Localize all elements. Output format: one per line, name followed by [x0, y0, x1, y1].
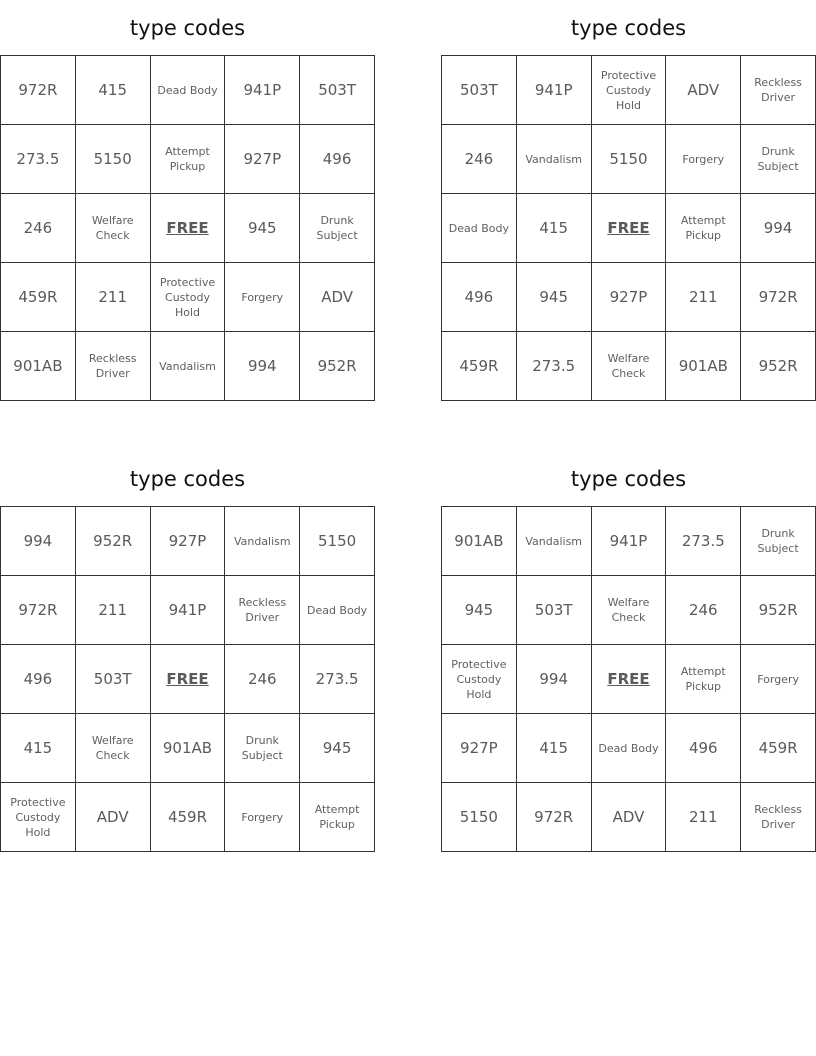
grid-cell: Dead Body: [150, 56, 225, 125]
grid-cell: Vandalism: [516, 125, 591, 194]
grid-cell: Reckless Driver: [741, 56, 816, 125]
grid-cell: Vandalism: [516, 507, 591, 576]
grid-cell: 945: [300, 714, 375, 783]
grid-cell: 496: [442, 263, 517, 332]
grid-row: [442, 576, 816, 645]
grid-cell: Forgery: [225, 263, 300, 332]
bingo-grid: [441, 506, 816, 852]
grid-cell: 496: [300, 125, 375, 194]
grid-cell: 211: [666, 263, 741, 332]
grid-cell: Protective Custody Hold: [442, 645, 517, 714]
grid-cell: Attempt Pickup: [150, 125, 225, 194]
grid-row: [1, 194, 375, 263]
free-space-cell: FREE: [150, 645, 225, 714]
grid-cell: 901AB: [150, 714, 225, 783]
grid-cell: 503T: [300, 56, 375, 125]
grid-cell: Dead Body: [591, 714, 666, 783]
grid-cell: Drunk Subject: [300, 194, 375, 263]
grid-cell: 945: [225, 194, 300, 263]
grid-cell: 994: [225, 332, 300, 401]
grid-cell: 273.5: [1, 125, 76, 194]
grid-row: [1, 576, 375, 645]
grid-cell: 246: [1, 194, 76, 263]
grid-cell: 503T: [75, 645, 150, 714]
grid-cell: ADV: [666, 56, 741, 125]
grid-cell: 459R: [150, 783, 225, 852]
grid-row: [1, 56, 375, 125]
grid-cell: 952R: [75, 507, 150, 576]
grid-cell: 503T: [516, 576, 591, 645]
grid-cell: Welfare Check: [75, 714, 150, 783]
grid-cell: 927P: [150, 507, 225, 576]
grid-cell: 459R: [1, 263, 76, 332]
grid-row: [1, 507, 375, 576]
free-space-cell: FREE: [591, 194, 666, 263]
grid-cell: 994: [1, 507, 76, 576]
grid-cell: Dead Body: [300, 576, 375, 645]
grid-cell: 952R: [741, 576, 816, 645]
bingo-grid: [0, 506, 375, 852]
grid-cell: Welfare Check: [591, 332, 666, 401]
bingo-card-2: [441, 0, 816, 401]
grid-cell: 901AB: [1, 332, 76, 401]
grid-cell: 496: [1, 645, 76, 714]
grid-cell: Reckless Driver: [741, 783, 816, 852]
card-title: type codes: [570, 467, 687, 491]
grid-row: [442, 332, 816, 401]
grid-cell: 972R: [1, 576, 76, 645]
grid-cell: 927P: [442, 714, 517, 783]
card-title: type codes: [129, 467, 246, 491]
grid-cell: Reckless Driver: [75, 332, 150, 401]
grid-cell: 945: [516, 263, 591, 332]
grid-row: [1, 263, 375, 332]
grid-cell: Forgery: [741, 645, 816, 714]
bingo-card-3: [0, 451, 375, 852]
bingo-card-1: [0, 0, 375, 401]
grid-row: [442, 783, 816, 852]
grid-row: [442, 645, 816, 714]
grid-cell: 941P: [150, 576, 225, 645]
grid-cell: 415: [516, 194, 591, 263]
free-space-cell: FREE: [150, 194, 225, 263]
grid-cell: Dead Body: [442, 194, 517, 263]
grid-cell: 901AB: [442, 507, 517, 576]
grid-cell: Protective Custody Hold: [150, 263, 225, 332]
grid-cell: 273.5: [516, 332, 591, 401]
bingo-card-4: [441, 451, 816, 852]
grid-cell: Drunk Subject: [225, 714, 300, 783]
grid-cell: 972R: [741, 263, 816, 332]
grid-cell: 5150: [591, 125, 666, 194]
grid-cell: Forgery: [666, 125, 741, 194]
grid-cell: 927P: [591, 263, 666, 332]
grid-cell: 945: [442, 576, 517, 645]
grid-cell: 246: [666, 576, 741, 645]
grid-cell: 415: [75, 56, 150, 125]
grid-cell: 941P: [591, 507, 666, 576]
grid-row: [442, 507, 816, 576]
grid-cell: 5150: [300, 507, 375, 576]
grid-cell: 5150: [75, 125, 150, 194]
grid-cell: 211: [666, 783, 741, 852]
grid-cell: 459R: [442, 332, 517, 401]
grid-cell: 503T: [442, 56, 517, 125]
grid-cell: ADV: [75, 783, 150, 852]
card-title: type codes: [570, 16, 687, 40]
grid-row: [442, 263, 816, 332]
grid-cell: Vandalism: [150, 332, 225, 401]
grid-row: [1, 645, 375, 714]
grid-cell: Forgery: [225, 783, 300, 852]
grid-cell: Attempt Pickup: [666, 194, 741, 263]
grid-row: [1, 714, 375, 783]
grid-cell: 496: [666, 714, 741, 783]
grid-cell: 211: [75, 576, 150, 645]
grid-cell: 994: [516, 645, 591, 714]
free-space-cell: FREE: [591, 645, 666, 714]
grid-cell: 952R: [300, 332, 375, 401]
grid-cell: 459R: [741, 714, 816, 783]
grid-row: [1, 783, 375, 852]
grid-cell: Drunk Subject: [741, 507, 816, 576]
bingo-grid: [441, 55, 816, 401]
grid-cell: Protective Custody Hold: [591, 56, 666, 125]
grid-cell: 901AB: [666, 332, 741, 401]
grid-cell: Protective Custody Hold: [1, 783, 76, 852]
grid-cell: 415: [516, 714, 591, 783]
grid-cell: Attempt Pickup: [300, 783, 375, 852]
grid-row: [1, 332, 375, 401]
bingo-grid: [0, 55, 375, 401]
grid-cell: Reckless Driver: [225, 576, 300, 645]
grid-cell: 941P: [225, 56, 300, 125]
grid-cell: 273.5: [666, 507, 741, 576]
grid-row: [442, 194, 816, 263]
card-title: type codes: [129, 16, 246, 40]
grid-cell: 952R: [741, 332, 816, 401]
grid-cell: 415: [1, 714, 76, 783]
grid-cell: 972R: [516, 783, 591, 852]
grid-row: [1, 125, 375, 194]
grid-row: [442, 714, 816, 783]
grid-cell: Welfare Check: [75, 194, 150, 263]
grid-cell: Drunk Subject: [741, 125, 816, 194]
grid-cell: 994: [741, 194, 816, 263]
grid-cell: 211: [75, 263, 150, 332]
grid-cell: Vandalism: [225, 507, 300, 576]
grid-cell: 927P: [225, 125, 300, 194]
grid-cell: 5150: [442, 783, 517, 852]
grid-cell: 972R: [1, 56, 76, 125]
grid-cell: 246: [442, 125, 517, 194]
grid-row: [442, 125, 816, 194]
grid-cell: 246: [225, 645, 300, 714]
grid-cell: Attempt Pickup: [666, 645, 741, 714]
grid-row: [442, 56, 816, 125]
grid-cell: 273.5: [300, 645, 375, 714]
grid-cell: ADV: [591, 783, 666, 852]
grid-cell: Welfare Check: [591, 576, 666, 645]
grid-cell: 941P: [516, 56, 591, 125]
grid-cell: ADV: [300, 263, 375, 332]
